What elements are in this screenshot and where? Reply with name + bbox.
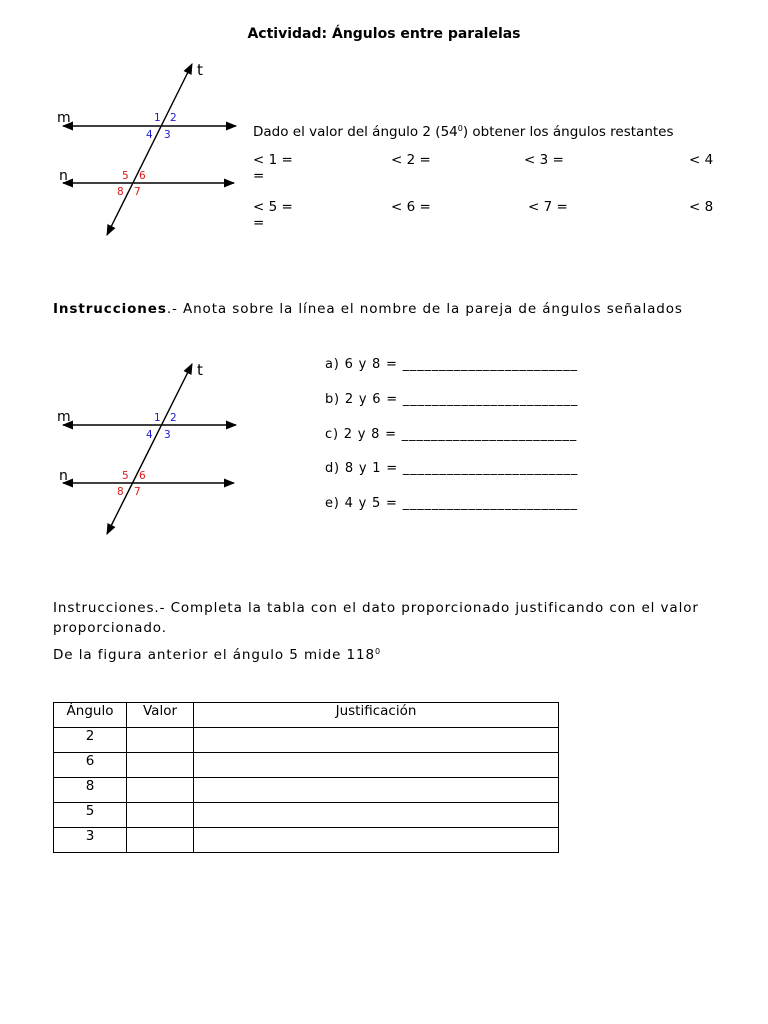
table-cell-angle: 2 [54,728,127,753]
label-t: t [197,61,203,79]
label-m: m [57,409,71,425]
section3-instructions-line2: proporcionado. [53,620,167,636]
angle-1: 1 [154,412,161,424]
angle-blank-1: < 1 = [253,152,293,168]
angle-5: 5 [122,470,129,482]
pair-item-e[interactable]: e) 4 y 5 = ________________________ [325,496,578,511]
parallel-lines-figure-1 [50,55,250,240]
pair-item-d[interactable]: d) 8 y 1 = ________________________ [325,461,579,476]
table-cell-value[interactable] [127,803,194,828]
table-cell-angle: 3 [54,828,127,853]
label-m: m [57,110,71,126]
angle-1: 1 [154,112,161,124]
angle-blank-2: < 2 = [391,152,431,168]
transversal-t [107,64,192,235]
table-cell-justification[interactable] [194,803,559,828]
section1-prompt: Dado el valor del ángulo 2 $(54^0)$ obtener los ángulos restantes [253,124,674,140]
angle-2: 2 [170,112,177,124]
table-cell-value[interactable] [127,778,194,803]
angle-blank-5: < 5 = [253,199,293,215]
section3-given: De la figura anterior el ángulo 5 mide $118^0$ [53,647,381,663]
table-cell-justification[interactable] [194,753,559,778]
pair-item-a[interactable]: a) 6 y 8 = ________________________ [325,357,578,372]
angle-7: 7 [134,486,141,498]
table-cell-angle: 8 [54,778,127,803]
angle-3: 3 [164,129,171,141]
angle-blank-8: < 8 [689,199,714,215]
angle-8: 8 [117,486,124,498]
table-header-angle: Ángulo [54,703,127,728]
angle-3: 3 [164,429,171,441]
table-cell-justification[interactable] [194,728,559,753]
table-cell-angle: 6 [54,753,127,778]
angle-blank-3: < 3 = [524,152,564,168]
table-row [54,778,559,803]
table-cell-value[interactable] [127,753,194,778]
angle-blank-6: < 6 = [391,199,431,215]
table-cell-angle: 5 [54,803,127,828]
parallel-lines-figure-2 [50,355,250,540]
table-cell-justification[interactable] [194,778,559,803]
angle-5: 5 [122,170,129,182]
page-title: Actividad: Ángulos entre paralelas [247,26,521,42]
angle-blank-4-wrap: = [253,168,265,184]
table-header-row [54,703,559,728]
table-cell-justification[interactable] [194,828,559,853]
label-n: n [59,468,68,484]
table-row [54,728,559,753]
label-n: n [59,168,68,184]
angle-6: 6 [139,170,146,182]
angle-blank-7: < 7 = [528,199,568,215]
pair-item-b[interactable]: b) 2 y 6 = ________________________ [325,392,579,407]
angle-blank-8-wrap: = [253,215,265,231]
angle-4: 4 [146,429,153,441]
angle-7: 7 [134,186,141,198]
angle-6: 6 [139,470,146,482]
angle-4: 4 [146,129,153,141]
angles-table [53,702,559,853]
section2-instructions: Instrucciones.- Anota sobre la línea el nombre de la pareja de ángulos señalados [53,301,683,317]
angle-8: 8 [117,186,124,198]
label-t: t [197,361,203,379]
table-header-value: Valor [127,703,194,728]
table-row [54,753,559,778]
table-row [54,803,559,828]
table-row [54,828,559,853]
table-header-justification: Justificación [194,703,559,728]
table-cell-value[interactable] [127,828,194,853]
angle-2: 2 [170,412,177,424]
transversal-t [107,364,192,534]
table-cell-value[interactable] [127,728,194,753]
section3-instructions-line1: Instrucciones.- Completa la tabla con el dato proporcionado justificando con el valor [53,600,699,616]
pair-item-c[interactable]: c) 2 y 8 = ________________________ [325,427,578,442]
angle-blank-4: < 4 [689,152,714,168]
